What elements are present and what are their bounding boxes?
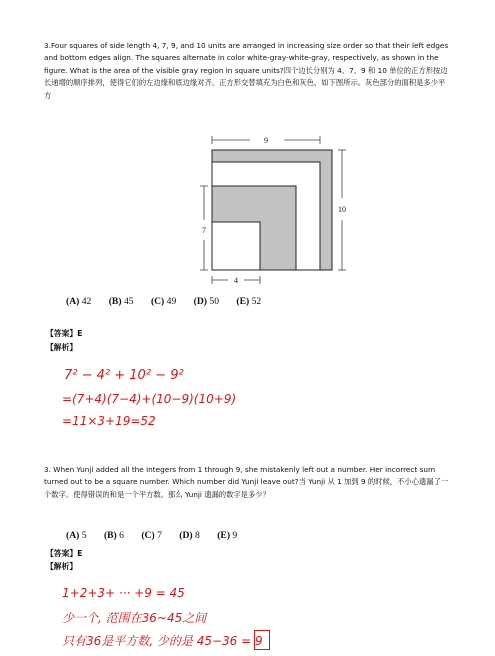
problem2-handwriting-line-1: 1+2+3+ ··· +9 = 45 — [62, 586, 185, 600]
problem2-handwriting-line-3: 只有36是平方数, 少的是 45−36 = 9 — [62, 634, 263, 648]
choice-d: (D) 50 — [193, 296, 219, 307]
choice-a: (A) 42 — [66, 296, 92, 307]
label-bottom: 4 — [234, 276, 238, 285]
problem1-analysis-label: 【解析】 — [46, 343, 78, 352]
problem2-handwriting-line-2: 少一个, 范围在36~45之间 — [62, 611, 207, 625]
label-left: 7 — [202, 226, 206, 235]
problem1-text-en: 3.Four squares of side length 4, 7, 9, and 10 units are arranged in increasing size order so that their left edges and bottom edges align. The squares alternate in color white-gray-white-gray, respectively, as shown in the figure. What is the area of the visible gray region in square units? — [44, 41, 449, 75]
problem1-answer: 【答案】E — [46, 329, 83, 338]
square-4-white — [212, 222, 260, 270]
problem1-handwriting-line-2: =(7+4)(7−4)+(10−9)(10+9) — [62, 392, 237, 406]
label-right: 10 — [338, 205, 346, 214]
choice-b: (B) 45 — [108, 296, 134, 307]
choice-c: (C) 7 — [141, 530, 162, 541]
problem2-analysis-label: 【解析】 — [46, 562, 78, 571]
choice-e: (E) 52 — [236, 296, 262, 307]
problem2-answer: 【答案】E — [46, 549, 83, 558]
problem1-text-zh: 四个边长分别为 4、7、9 和 10 单位的正方形按边长递增的顺序排列，使得它们的左边缘和底边缘对齐。正方形交替填充为白色和灰色，如下图所示。灰色部分的面积是多少平方 — [44, 65, 448, 100]
choice-c: (C) 49 — [150, 296, 177, 307]
problem1-handwriting-line-1: 7² − 4² + 10² − 9² — [64, 368, 184, 383]
problem1-handwriting-line-3: =11×3+19=52 — [62, 414, 156, 428]
problem2-text — [44, 464, 452, 501]
answer-box — [254, 630, 270, 650]
choice-a: (A) 5 — [66, 530, 87, 541]
squares-figure — [180, 130, 360, 290]
problem2-text-zh: 当 Yunji 从 1 加到 9 的时候，不小心遗漏了一个数字。使得错误的和是一个平方数。那么 Yunji 遗漏的数字是多少？ — [44, 477, 449, 499]
problem2-text-en: 3. When Yunji added all the integers from 1 through 9, she mistakenly left out a number. Her incorrect sum turned out to be a square number. Which number did Yunji leave out? — [44, 465, 436, 487]
problem1-choices — [66, 296, 276, 307]
choice-e: (E) 9 — [217, 530, 238, 541]
problem1-text — [44, 40, 452, 102]
label-top: 9 — [264, 136, 268, 145]
choice-d: (D) 8 — [179, 530, 200, 541]
problem2-choices — [66, 530, 252, 541]
choice-b: (B) 6 — [103, 530, 124, 541]
